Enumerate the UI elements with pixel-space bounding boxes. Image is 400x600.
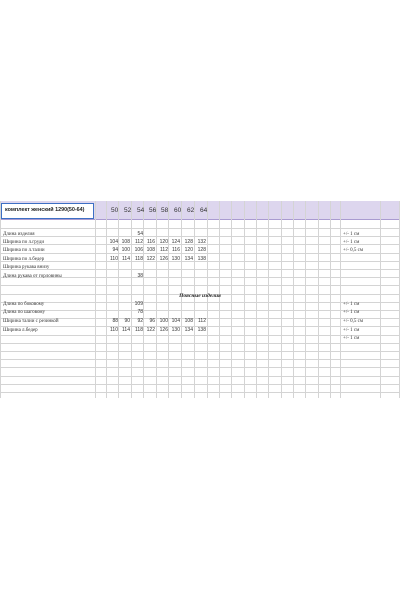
size-header-60[interactable]: 60: [174, 207, 182, 214]
row-label[interactable]: Ширина по л.бедер: [3, 257, 45, 262]
grid-row-line: [0, 310, 400, 311]
size-value-cell[interactable]: 38: [137, 273, 143, 279]
grid-column-line: [293, 201, 294, 398]
size-value-cell[interactable]: 120: [184, 247, 193, 253]
size-header-52[interactable]: 52: [124, 207, 132, 214]
row-label[interactable]: Длина по шаговому: [3, 310, 46, 315]
grid-row-line: [0, 392, 400, 393]
size-value-cell[interactable]: 104: [109, 239, 118, 245]
size-value-cell[interactable]: 130: [171, 327, 180, 333]
spreadsheet-grid: [0, 201, 400, 398]
size-value-cell[interactable]: 114: [122, 256, 130, 262]
grid-row-line: [0, 384, 400, 385]
row-label[interactable]: Ширина рукава внизу: [3, 265, 50, 270]
grid-row-line: [0, 351, 400, 352]
section-title: Поясные изделия: [179, 293, 221, 299]
size-value-cell[interactable]: 100: [159, 318, 168, 324]
grid-row-line: [0, 285, 400, 286]
size-value-cell[interactable]: 134: [184, 256, 193, 262]
size-value-cell[interactable]: 124: [171, 239, 180, 245]
tolerance-cell[interactable]: +/- 0,5 см: [343, 248, 364, 253]
size-value-cell[interactable]: 110: [110, 327, 118, 333]
size-value-cell[interactable]: 132: [197, 239, 206, 245]
tolerance-cell[interactable]: +/- 1 см: [343, 240, 360, 245]
size-value-cell[interactable]: 112: [198, 318, 206, 324]
grid-row-line: [0, 343, 400, 344]
tolerance-cell[interactable]: +/- 1 см: [343, 328, 360, 333]
row-label[interactable]: Длина по боковому: [3, 302, 45, 307]
size-header-64[interactable]: 64: [200, 207, 208, 214]
size-value-cell[interactable]: 94: [112, 247, 118, 253]
grid-column-line: [143, 201, 144, 398]
grid-column-line: [106, 201, 107, 398]
size-header-62[interactable]: 62: [187, 207, 195, 214]
size-value-cell[interactable]: 90: [124, 318, 130, 324]
grid-row-line: [0, 269, 400, 270]
grid-column-line: [318, 201, 319, 398]
size-value-cell[interactable]: 112: [160, 247, 168, 253]
size-value-cell[interactable]: 138: [197, 256, 206, 262]
grid-column-line: [244, 201, 245, 398]
row-label[interactable]: Длина изделия: [3, 232, 35, 237]
size-value-cell[interactable]: 138: [197, 327, 206, 333]
grid-column-line: [380, 201, 381, 398]
size-value-cell[interactable]: 114: [122, 327, 130, 333]
tolerance-cell[interactable]: +/- 1 см: [343, 310, 360, 315]
grid-row-line: [0, 335, 400, 336]
tolerance-cell[interactable]: +/- 1 см: [343, 336, 360, 341]
grid-row-line: [0, 228, 400, 229]
grid-column-line: [340, 201, 341, 398]
size-value-cell[interactable]: 88: [112, 318, 118, 324]
size-value-cell[interactable]: 108: [184, 318, 193, 324]
size-value-cell[interactable]: 128: [197, 247, 206, 253]
row-label[interactable]: Длина рукава от горловины: [3, 274, 62, 279]
size-value-cell[interactable]: 109: [134, 301, 143, 307]
grid-row-line: [0, 236, 400, 237]
grid-row-line: [0, 359, 400, 360]
size-value-cell[interactable]: 118: [135, 256, 143, 262]
size-value-cell[interactable]: 118: [135, 327, 143, 333]
size-value-cell[interactable]: 122: [146, 256, 155, 262]
grid-column-line: [0, 201, 1, 398]
size-value-cell[interactable]: 120: [159, 239, 168, 245]
size-value-cell[interactable]: 108: [146, 247, 155, 253]
size-value-cell[interactable]: 116: [147, 239, 155, 245]
size-value-cell[interactable]: 108: [121, 239, 130, 245]
grid-column-line: [118, 201, 119, 398]
size-value-cell[interactable]: 100: [121, 247, 130, 253]
size-value-cell[interactable]: 130: [171, 256, 180, 262]
size-value-cell[interactable]: 110: [110, 256, 118, 262]
row-label[interactable]: Ширина по л.талии: [3, 248, 45, 253]
grid-column-line: [256, 201, 257, 398]
tolerance-cell[interactable]: +/- 1 см: [343, 232, 360, 237]
size-header-56[interactable]: 56: [149, 207, 157, 214]
size-value-cell[interactable]: 54: [137, 231, 143, 237]
size-value-cell[interactable]: 116: [172, 247, 180, 253]
grid-row-line: [0, 376, 400, 377]
size-value-cell[interactable]: 96: [149, 318, 155, 324]
size-value-cell[interactable]: 104: [171, 318, 180, 324]
row-label[interactable]: Ширина талии с резинкой: [3, 319, 59, 324]
size-value-cell[interactable]: 122: [146, 327, 155, 333]
grid-column-line: [281, 201, 282, 398]
size-header-50[interactable]: 50: [111, 207, 119, 214]
row-label[interactable]: Ширина по л.груди: [3, 240, 45, 245]
grid-row-line: [0, 302, 400, 303]
title-cell[interactable]: комплект женский 1290(50-64): [1, 203, 94, 219]
row-label[interactable]: Ширина л.бедер: [3, 328, 38, 333]
grid-column-line: [330, 201, 331, 398]
size-value-cell[interactable]: 128: [184, 239, 193, 245]
grid-column-line: [268, 201, 269, 398]
size-value-cell[interactable]: 78: [137, 309, 143, 315]
size-value-cell[interactable]: 126: [159, 327, 168, 333]
size-value-cell[interactable]: 134: [184, 327, 193, 333]
tolerance-cell[interactable]: +/- 1 см: [343, 302, 360, 307]
size-value-cell[interactable]: 112: [135, 239, 143, 245]
size-value-cell[interactable]: 106: [134, 247, 143, 253]
grid-column-line: [156, 201, 157, 398]
grid-column-line: [305, 201, 306, 398]
grid-row-line: [0, 367, 400, 368]
size-header-54[interactable]: 54: [137, 207, 145, 214]
size-value-cell[interactable]: 126: [159, 256, 168, 262]
tolerance-cell[interactable]: +/- 0,5 см: [343, 319, 364, 324]
size-header-58[interactable]: 58: [161, 207, 169, 214]
grid-column-line: [95, 201, 96, 398]
size-value-cell[interactable]: 92: [137, 318, 143, 324]
